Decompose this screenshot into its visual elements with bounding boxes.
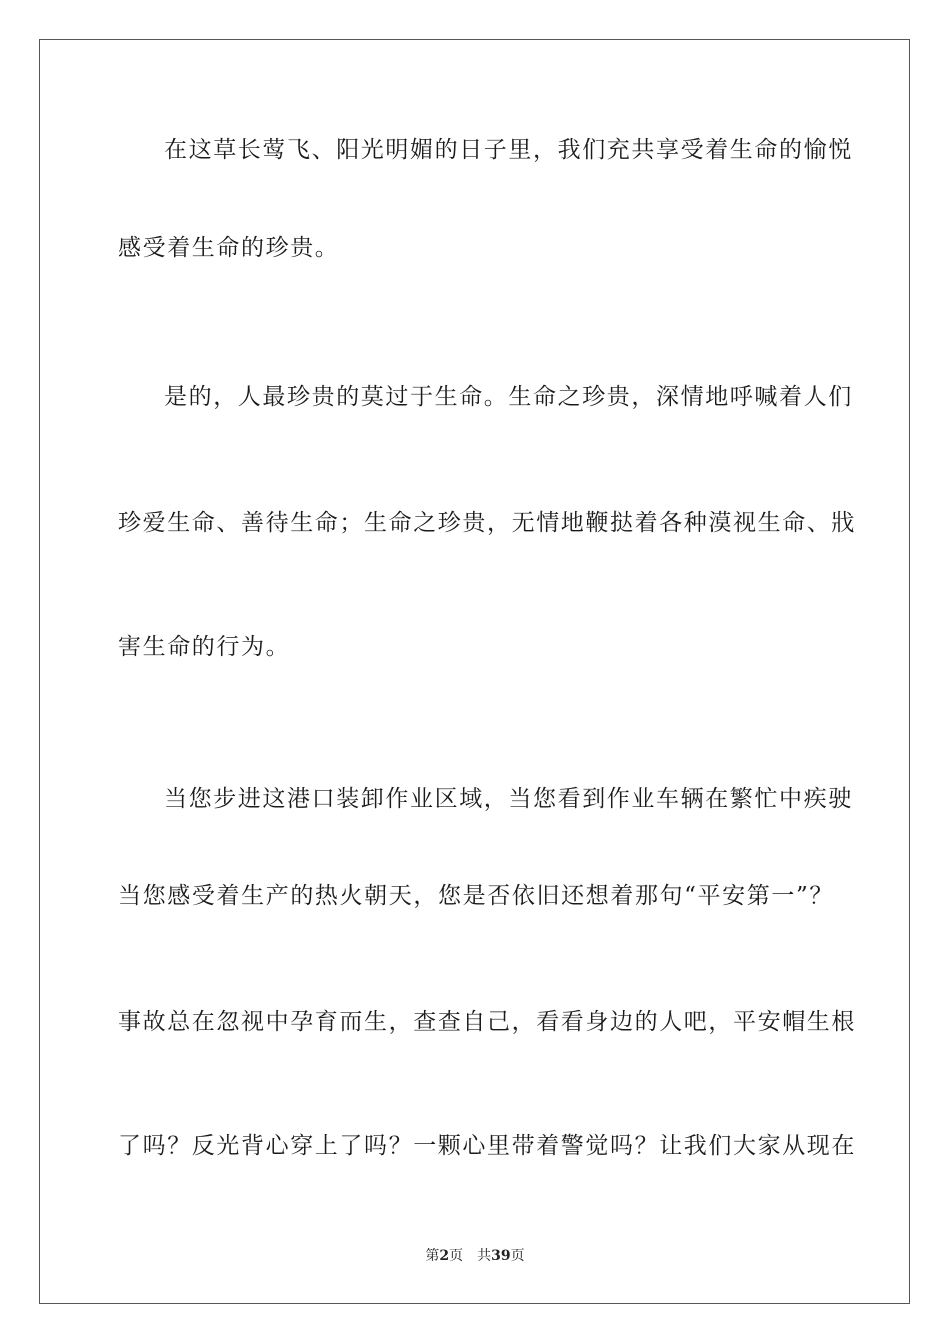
paragraph-2-line-3: 害生命的行为。 xyxy=(118,634,291,660)
total-label-prefix: 共 xyxy=(477,1248,492,1264)
paragraph-3-line-3: 事故总在忽视中孕育而生，查查自己，看看身边的人吧，平安帽生根 xyxy=(118,1009,856,1035)
paragraph-1-line-1: 在这草长莺飞、阳光明媚的日子里，我们充共享受着生命的愉悦 xyxy=(164,137,853,163)
page-label-suffix: 页 xyxy=(449,1248,464,1264)
paragraph-1-line-2: 感受着生命的珍贵。 xyxy=(118,235,340,261)
page-label-prefix: 第 xyxy=(425,1248,440,1264)
paragraph-3-line-1: 当您步进这港口装卸作业区域，当您看到作业车辆在繁忙中疾驶 xyxy=(164,786,853,812)
page-footer xyxy=(0,1246,950,1266)
total-pages: 39 xyxy=(491,1248,511,1264)
paragraph-3-line-2: 当您感受着生产的热火朝天，您是否依旧还想着那句“平安第一”？ xyxy=(118,883,834,909)
paragraph-2-line-2: 珍爱生命、善待生命；生命之珍贵，无情地鞭挞着各种漠视生命、戕 xyxy=(118,510,856,536)
total-label-suffix: 页 xyxy=(510,1248,525,1264)
paragraph-2-line-1: 是的，人最珍贵的莫过于生命。生命之珍贵，深情地呼喊着人们 xyxy=(164,384,853,410)
page-border xyxy=(39,39,910,1304)
paragraph-3-line-4: 了吗？反光背心穿上了吗？一颗心里带着警觉吗？让我们大家从现在 xyxy=(118,1133,856,1159)
page-number: 2 xyxy=(439,1248,450,1264)
